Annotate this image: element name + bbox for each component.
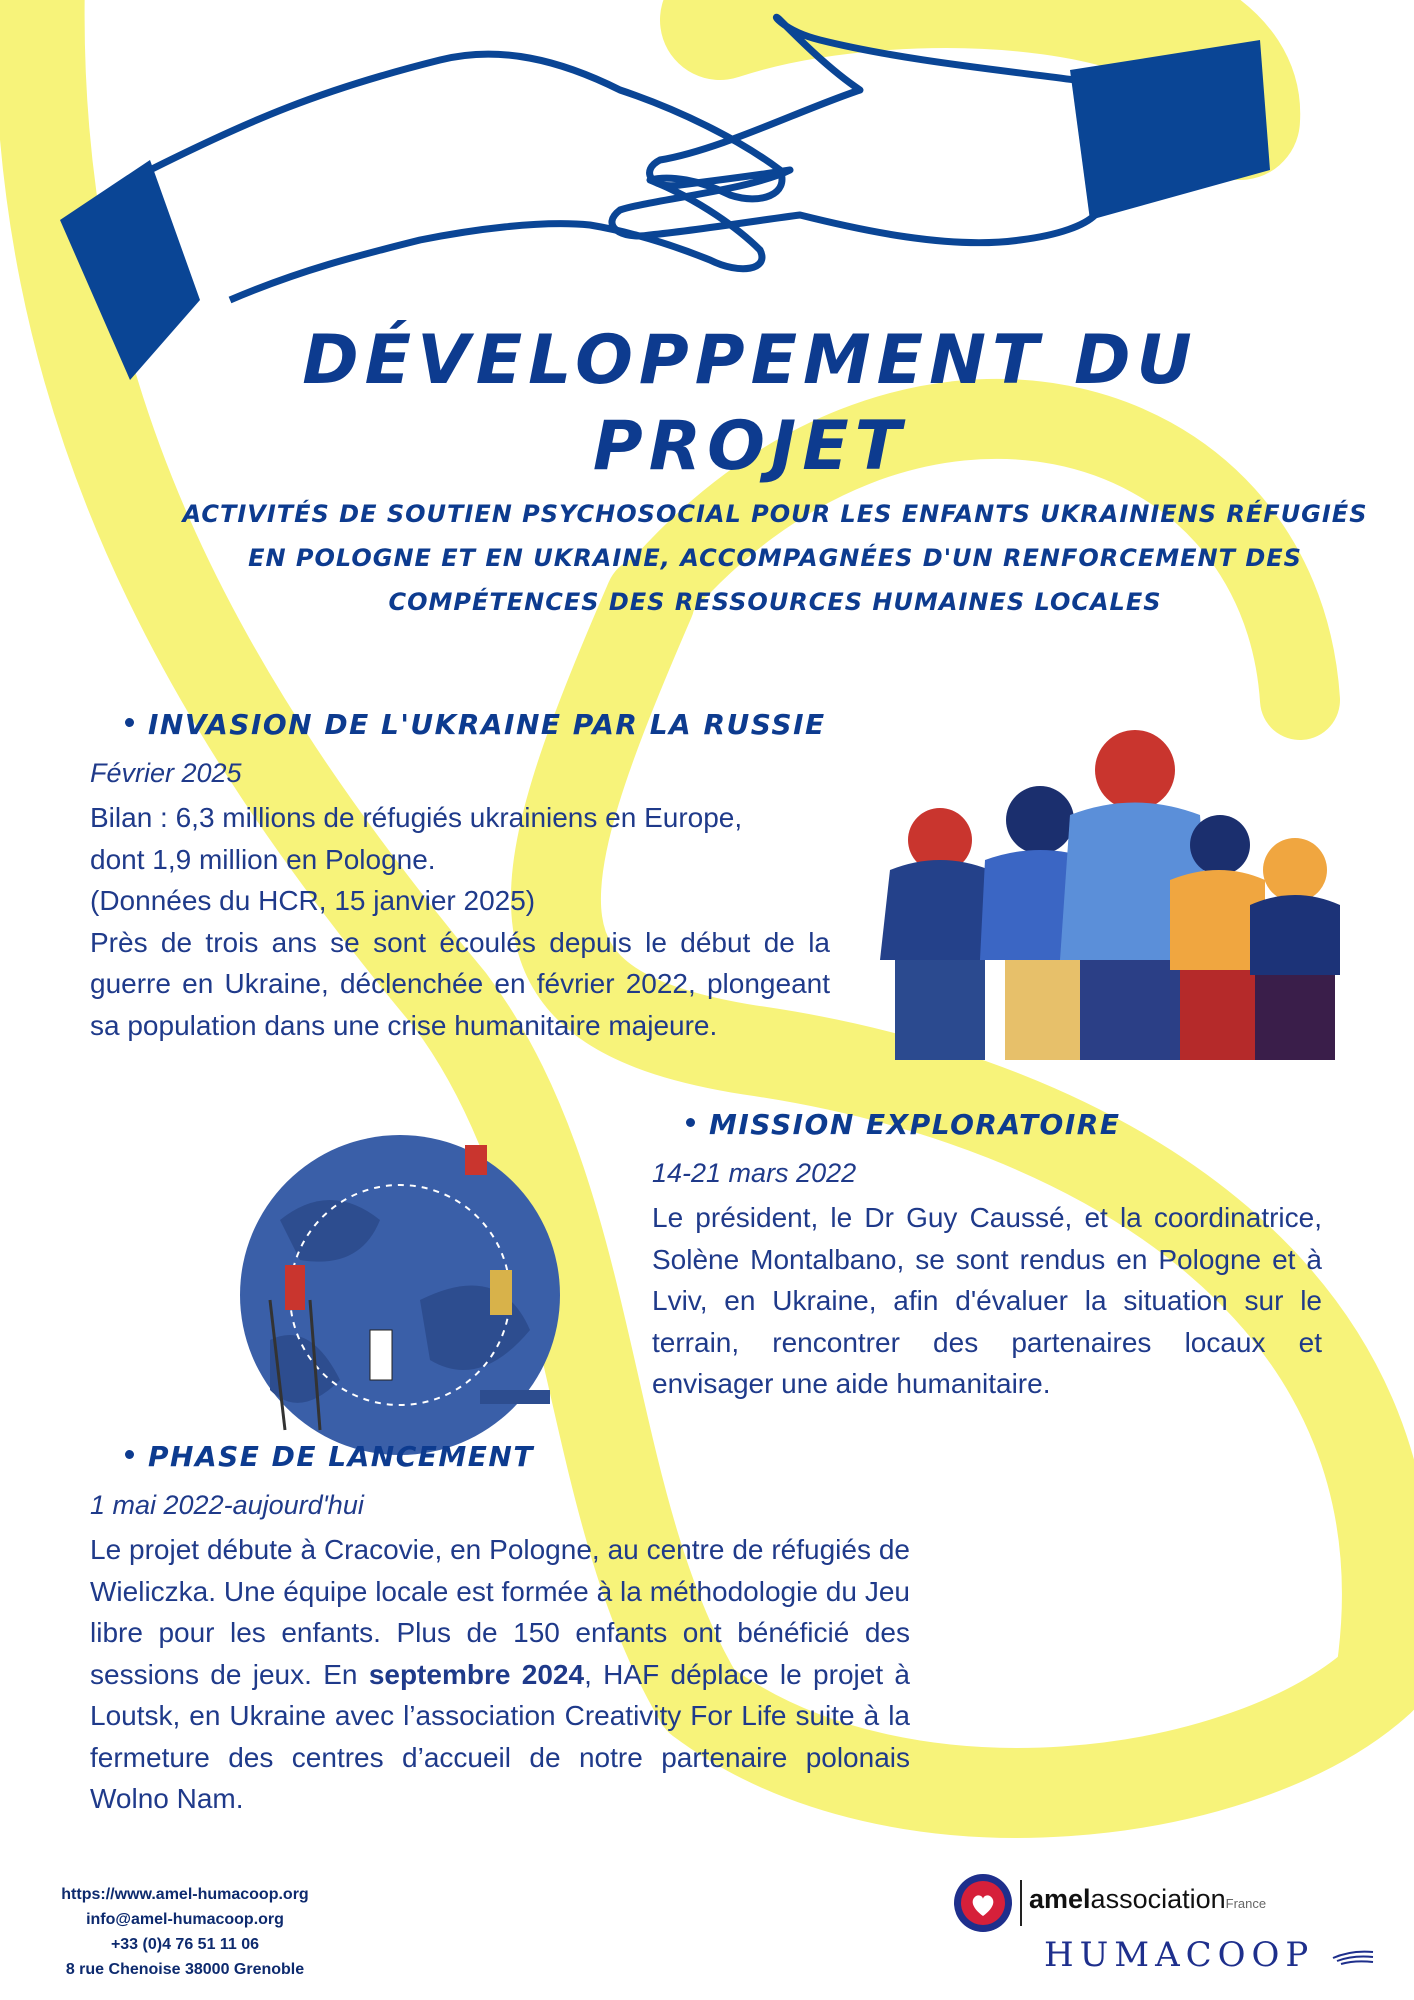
bullet-icon — [125, 1450, 134, 1459]
section-heading-invasion — [125, 708, 826, 741]
title-line-2: PROJET — [592, 407, 908, 486]
section-heading-mission — [686, 1108, 1120, 1141]
section-heading-text: MISSION EXPLORATOIRE — [709, 1108, 1121, 1141]
section-date: Février 2025 — [90, 758, 242, 788]
section-paragraph: Près de trois ans se sont écoulés depuis le début de la guerre en Ukraine, déclenchée en février 2022, plongeant sa population dans une crise humanitaire majeure. — [90, 926, 830, 1041]
section-line: dont 1,9 million en Pologne. — [90, 843, 436, 875]
amel-heart-icon — [952, 1872, 1016, 1934]
page-subtitle — [140, 492, 1410, 624]
bullet-icon — [125, 718, 134, 727]
bullet-icon — [686, 1118, 695, 1127]
section-date: 14-21 mars 2022 — [652, 1158, 857, 1188]
section-line: (Données du HCR, 15 janvier 2025) — [90, 885, 536, 916]
section-paragraph — [90, 1529, 910, 1820]
humacoop-wordmark: HUMACOOP — [1044, 1935, 1315, 1975]
website-link[interactable]: https://www.amel-humacoop.org — [61, 1886, 309, 1903]
subtitle-line-1: ACTIVITÉS DE SOUTIEN PSYCHOSOCIAL POUR LES ENFANTS UKRAINIENS RÉFUGIÉS — [182, 500, 1368, 528]
paragraph-bold-text: septembre 2024 — [368, 1658, 585, 1690]
contact-info — [20, 1882, 350, 1982]
section-date: 1 mai 2022-aujourd'hui — [90, 1490, 364, 1520]
logo-divider — [1020, 1880, 1022, 1926]
amel-wordmark: amelassociationFrance — [1029, 1884, 1267, 1914]
humacoop-logo — [1044, 1935, 1375, 1975]
section-heading-text: PHASE DE LANCEMENT — [148, 1440, 534, 1473]
address: 8 rue Chenoise 38000 Grenoble — [65, 1961, 305, 1978]
group-people-illustration — [880, 730, 1340, 1060]
section-heading-launch — [125, 1440, 534, 1473]
section-heading-text: INVASION DE L'UKRAINE PAR LA RUSSIE — [148, 708, 826, 741]
subtitle-line-2: EN POLOGNE ET EN UKRAINE, ACCOMPAGNÉES D'UN RENFORCEMENT DES — [248, 544, 1302, 572]
paragraph-text: , HAF déplace le projet à Loutsk, en Ukraine avec l’association Creativity For Life suite à la fermeture des centres d’accueil de notre partenaire polonais Wolno Nam. — [90, 1658, 910, 1814]
section-line: Bilan : 6,3 millions de réfugiés ukrainiens en Europe, — [90, 802, 743, 833]
section-paragraph: Le président, le Dr Guy Caussé, et la coordinatrice, Solène Montalbano, se sont rendus en Pologne et à Lviv, en Ukraine, afin d'évaluer la situation sur le terrain, rencontrer des partenaires locaux et envisager une aide humanitaire. — [652, 1202, 1322, 1399]
swoosh-icon — [1331, 1946, 1375, 1968]
paragraph-text: Le projet débute à Cracovie, en Pologne, au centre de réfugiés de Wieliczka. Une équipe locale est formée à la méthodologie du Jeu libre pour les enfants. Plus de 150 enfants ont bénéficié des sessions de jeux. En — [90, 1534, 910, 1690]
email-link[interactable]: info@amel-humacoop.org — [86, 1911, 284, 1928]
subtitle-line-3: COMPÉTENCES DES RESSOURCES HUMAINES LOCALES — [388, 588, 1162, 616]
amel-logo — [952, 1872, 1332, 1934]
title-line-1: DÉVELOPPEMENT DU — [302, 321, 1198, 400]
phone-number: +33 (0)4 76 51 11 06 — [110, 1936, 260, 1953]
section-body-invasion — [90, 797, 830, 1046]
globe-illustration — [240, 1135, 560, 1455]
